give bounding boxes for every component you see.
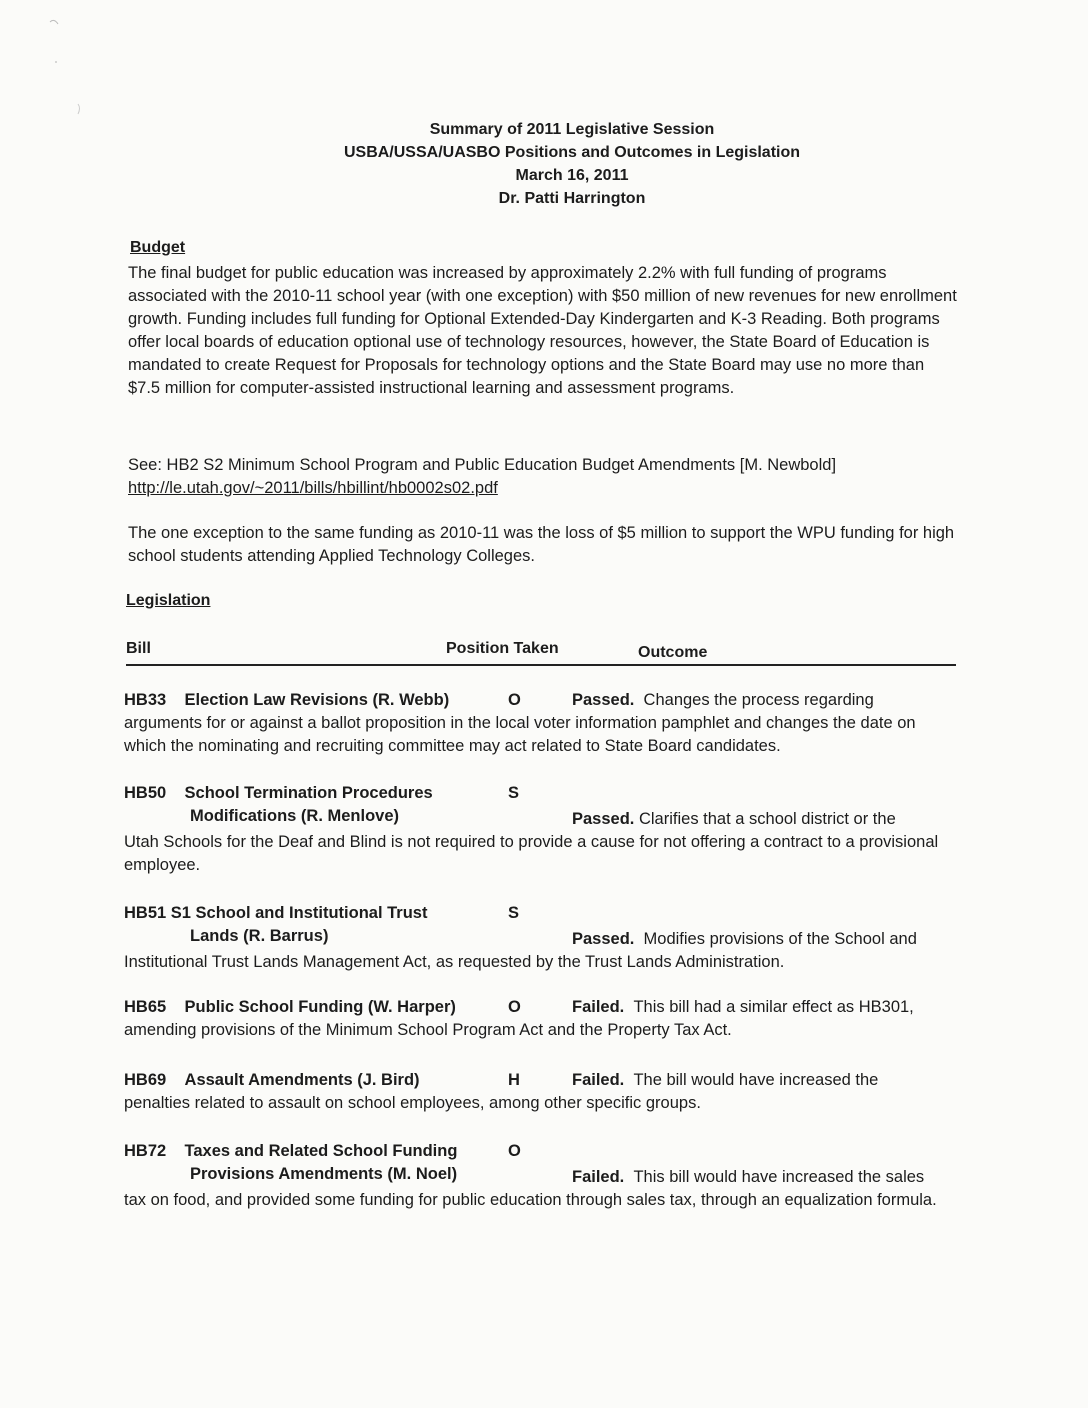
bill-summary-start: This bill had a similar effect as HB301,: [633, 998, 914, 1016]
budget-heading: Budget: [130, 239, 186, 256]
budget-see-block: [128, 454, 958, 500]
column-position: Position Taken: [446, 640, 559, 657]
scan-specks: [36, 8, 96, 128]
title-line-1: Summary of 2011 Legislative Session: [429, 121, 715, 138]
column-bill: Bill: [126, 640, 151, 657]
bill-entry: [124, 1140, 956, 1212]
bill-position: O: [508, 1142, 521, 1160]
bill-position: S: [508, 784, 520, 802]
bill-summary: arguments for or against a ballot proposition in the local voter information pamphlet and changes the date on which the nominating and recruiting committee may act related to State Board candidates.: [124, 714, 916, 755]
bill-summary-start: Clarifies that a school district or the: [638, 810, 896, 828]
bill-title: Public School Funding (W. Harper): [184, 998, 456, 1016]
bill-title-cont: Lands (R. Barrus): [190, 927, 329, 945]
bill-outcome: Failed.: [572, 1168, 625, 1186]
bill-summary: Utah Schools for the Deaf and Blind is not required to provide a cause for not offering a contract to a provisional employee.: [124, 833, 939, 874]
bill-title: Election Law Revisions (R. Webb): [184, 691, 450, 709]
bill-summary: penalties related to assault on school employees, among other specific groups.: [124, 1094, 701, 1112]
bill-entry: [124, 902, 956, 974]
bill-position: O: [508, 998, 521, 1016]
title-line-3: March 16, 2011: [515, 167, 629, 184]
bill-summary-start: Modifies provisions of the School and: [643, 930, 917, 948]
column-outcome: Outcome: [638, 644, 708, 661]
bill-number: HB50: [124, 784, 167, 802]
bill-title: Taxes and Related School Funding: [184, 1142, 458, 1160]
bill-entry: [124, 996, 956, 1042]
bill-outcome: Passed.: [572, 810, 635, 828]
bill-title: School and Institutional Trust: [195, 904, 428, 922]
title-line-4: Dr. Patti Harrington: [498, 190, 646, 207]
bill-position: H: [508, 1071, 520, 1089]
budget-paragraph: The final budget for public education was increased by approximately 2.2% with full funding of programs associated with the 2010-11 school year (with one exception) with $50 million of new revenues for new enrollment growth. Funding includes full funding for Optional Extended-Day Kindergarten and K-3 Reading. Both programs offer local boards of education optional use of technology resources, however, the State Board of Education is mandated to create Request for Proposals for technology options and the State Board may use no more than $7.5 million for computer-assisted instructional learning and assessment programs.: [128, 264, 957, 397]
bill-position: O: [508, 691, 521, 709]
bill-summary-start: The bill would have increased the: [633, 1071, 879, 1089]
bill-summary: tax on food, and provided some funding for public education through sales tax, through an equalization formula.: [124, 1191, 937, 1209]
bill-entry: [124, 1069, 956, 1115]
legislation-column-header: [126, 640, 956, 666]
bill-title-cont: Modifications (R. Menlove): [190, 807, 400, 825]
title-line-2: USBA/USSA/UASBO Positions and Outcomes in Legislation: [343, 144, 801, 161]
bill-number: HB51 S1: [124, 904, 191, 922]
bill-outcome: Failed.: [572, 998, 625, 1016]
bill-title-cont: Provisions Amendments (M. Noel): [190, 1165, 458, 1183]
bill-summary-start: This bill would have increased the sales: [633, 1168, 925, 1186]
bill-title: School Termination Procedures: [184, 784, 433, 802]
bill-number: HB69: [124, 1071, 167, 1089]
document-title: [0, 118, 1088, 210]
legislation-heading: Legislation: [126, 592, 211, 609]
bill-summary: amending provisions of the Minimum School Program Act and the Property Tax Act.: [124, 1021, 732, 1039]
bill-outcome: Failed.: [572, 1071, 625, 1089]
bill-entry: [124, 689, 956, 758]
bill-outcome: Passed.: [572, 691, 635, 709]
bill-number: HB72: [124, 1142, 167, 1160]
bill-entry: [124, 782, 956, 877]
bill-number: HB33: [124, 691, 167, 709]
budget-see-line: See: HB2 S2 Minimum School Program and Public Education Budget Amendments [M. Newbold]: [128, 456, 837, 474]
bill-title: Assault Amendments (J. Bird): [184, 1071, 420, 1089]
bill-summary: Institutional Trust Lands Management Act, as requested by the Trust Lands Administration.: [124, 953, 785, 971]
bill-number: HB65: [124, 998, 167, 1016]
budget-exception: The one exception to the same funding as 2010-11 was the loss of $5 million to support the WPU funding for high school students attending Applied Technology Colleges.: [128, 524, 955, 565]
bill-summary-start: Changes the process regarding: [643, 691, 874, 709]
budget-bill-link[interactable]: http://le.utah.gov/~2011/bills/hbillint/hb0002s02.pdf: [128, 479, 498, 497]
bill-outcome: Passed.: [572, 930, 635, 948]
bill-position: S: [508, 904, 520, 922]
